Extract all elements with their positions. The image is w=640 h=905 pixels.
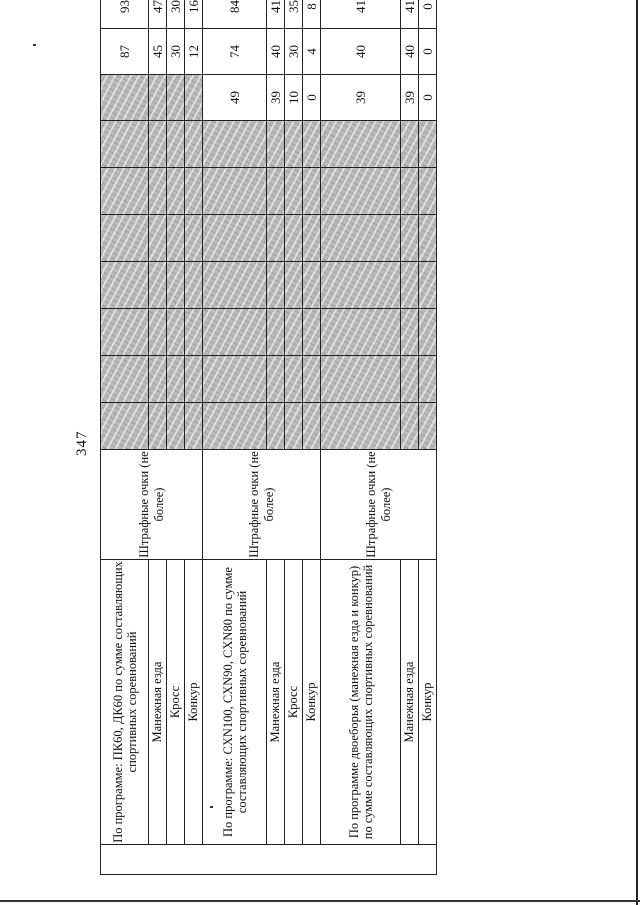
- shaded-cell: [101, 309, 149, 356]
- shaded-cell: [401, 262, 419, 309]
- shaded-cell: [167, 215, 185, 262]
- shaded-cell: [267, 262, 285, 309]
- shaded-cell: [203, 121, 267, 168]
- shaded-cell: [419, 403, 437, 450]
- shaded-cell: [149, 168, 167, 215]
- shaded-cell: [321, 215, 401, 262]
- table-row: [419, 0, 437, 875]
- shaded-cell: [185, 309, 203, 356]
- subrow-label: Конкур: [185, 560, 203, 845]
- page-number: 347: [74, 430, 90, 456]
- shaded-cell: [267, 403, 285, 450]
- value-cell: 39: [267, 75, 285, 121]
- value-cell: 47: [149, 0, 167, 29]
- shaded-cell: [285, 215, 303, 262]
- shaded-cell: [285, 121, 303, 168]
- shaded-cell: [185, 75, 203, 121]
- value-cell: 10: [285, 75, 303, 121]
- shaded-cell: [167, 356, 185, 403]
- rotated-table-wrapper: [100, 0, 435, 875]
- table-row: [303, 0, 321, 875]
- shaded-cell: [303, 309, 321, 356]
- subrow-label: Конкур: [419, 560, 437, 845]
- shaded-cell: [267, 309, 285, 356]
- value-cell: 41: [401, 0, 419, 29]
- value-cell: 0: [303, 75, 321, 121]
- table-row: [167, 0, 185, 875]
- subrow-label: Кросс: [285, 560, 303, 845]
- shaded-cell: [321, 121, 401, 168]
- value-cell: 45: [149, 29, 167, 75]
- page-edge-right: [636, 0, 638, 905]
- shaded-cell: [419, 309, 437, 356]
- value-cell: 30: [167, 29, 185, 75]
- shaded-cell: [185, 121, 203, 168]
- shaded-cell: [321, 356, 401, 403]
- shaded-cell: [101, 262, 149, 309]
- shaded-cell: [419, 356, 437, 403]
- table-row: [101, 0, 149, 875]
- shaded-cell: [149, 262, 167, 309]
- shaded-cell: [419, 262, 437, 309]
- shaded-cell: [401, 356, 419, 403]
- standards-table: [100, 0, 437, 875]
- shaded-cell: [401, 121, 419, 168]
- shaded-cell: [419, 168, 437, 215]
- shaded-cell: [167, 168, 185, 215]
- shaded-cell: [321, 262, 401, 309]
- shaded-cell: [149, 403, 167, 450]
- shaded-cell: [149, 309, 167, 356]
- shaded-cell: [401, 168, 419, 215]
- shaded-cell: [303, 121, 321, 168]
- shaded-cell: [203, 309, 267, 356]
- shaded-cell: [401, 215, 419, 262]
- shaded-cell: [321, 403, 401, 450]
- table-row: [285, 0, 303, 875]
- shaded-cell: [303, 262, 321, 309]
- value-cell: 0: [419, 75, 437, 121]
- shaded-cell: [203, 262, 267, 309]
- shaded-cell: [101, 168, 149, 215]
- shaded-cell: [303, 403, 321, 450]
- subrow-label: Конкур: [303, 560, 321, 845]
- subrow-label: Манежная езда: [267, 560, 285, 845]
- shaded-cell: [267, 168, 285, 215]
- value-cell: 39: [401, 75, 419, 121]
- shaded-cell: [203, 403, 267, 450]
- value-cell: 0: [419, 29, 437, 75]
- shaded-cell: [285, 403, 303, 450]
- shaded-cell: [185, 215, 203, 262]
- shaded-cell: [321, 309, 401, 356]
- shaded-cell: [167, 309, 185, 356]
- measure-cell: Штрафные очки (не более): [203, 450, 321, 560]
- program-cell: По программе двоеборья (манежная езда и конкур) по сумме составляющих спортивных соревнований: [321, 560, 401, 845]
- value-cell: 40: [267, 29, 285, 75]
- value-cell: 30: [285, 29, 303, 75]
- subrow-label: Манежная езда: [401, 560, 419, 845]
- shaded-cell: [267, 215, 285, 262]
- value-cell: 0: [419, 0, 437, 29]
- shaded-cell: [167, 75, 185, 121]
- shaded-cell: [267, 121, 285, 168]
- value-cell: 35: [285, 0, 303, 29]
- shaded-cell: [303, 215, 321, 262]
- shaded-cell: [203, 168, 267, 215]
- subrow-label: Кросс: [167, 560, 185, 845]
- program-cell: По программе: CXN100, CXN90, CXN80 по сумме составляющих спортивных соревнований: [203, 560, 267, 845]
- program-cell: По программе: ПК60, ДК60 по сумме составляющих спортивных соревнований: [101, 560, 149, 845]
- table-row: [185, 0, 203, 875]
- value-cell: 41: [321, 0, 401, 29]
- shaded-cell: [285, 168, 303, 215]
- table-row: [149, 0, 167, 875]
- measure-cell: Штрафные очки (не более): [101, 450, 203, 560]
- shaded-cell: [203, 215, 267, 262]
- shaded-cell: [185, 403, 203, 450]
- shaded-cell: [401, 403, 419, 450]
- value-cell: 74: [203, 29, 267, 75]
- shaded-cell: [419, 215, 437, 262]
- shaded-cell: [149, 75, 167, 121]
- value-cell: 39: [321, 75, 401, 121]
- shaded-cell: [267, 356, 285, 403]
- shaded-cell: [285, 309, 303, 356]
- table-row: [203, 0, 267, 875]
- table-row: [321, 0, 401, 875]
- shaded-cell: [101, 403, 149, 450]
- shaded-cell: [185, 168, 203, 215]
- value-cell: 40: [321, 29, 401, 75]
- shaded-cell: [101, 75, 149, 121]
- value-cell: 49: [203, 75, 267, 121]
- shaded-cell: [303, 356, 321, 403]
- subrow-label: Манежная езда: [149, 560, 167, 845]
- shaded-cell: [167, 403, 185, 450]
- value-cell: 16: [185, 0, 203, 29]
- value-cell: 4: [303, 29, 321, 75]
- shaded-cell: [167, 262, 185, 309]
- value-cell: 12: [185, 29, 203, 75]
- shaded-cell: [167, 121, 185, 168]
- shaded-cell: [101, 121, 149, 168]
- shaded-cell: [203, 356, 267, 403]
- scan-speck: [33, 44, 36, 46]
- value-cell: 84: [203, 0, 267, 29]
- value-cell: 8: [303, 0, 321, 29]
- shaded-cell: [185, 356, 203, 403]
- shaded-cell: [149, 356, 167, 403]
- shaded-cell: [101, 356, 149, 403]
- shaded-cell: [303, 168, 321, 215]
- value-cell: 41: [267, 0, 285, 29]
- shaded-cell: [401, 309, 419, 356]
- table-row: [401, 0, 419, 875]
- shaded-cell: [285, 262, 303, 309]
- table-row: [267, 0, 285, 875]
- shaded-cell: [185, 262, 203, 309]
- shaded-cell: [285, 356, 303, 403]
- value-cell: 93: [101, 0, 149, 29]
- measure-cell: Штрафные очки (не более): [321, 450, 437, 560]
- shaded-cell: [419, 121, 437, 168]
- value-cell: 87: [101, 29, 149, 75]
- page-edge-bottom: [0, 900, 640, 902]
- shaded-cell: [149, 121, 167, 168]
- shaded-cell: [149, 215, 167, 262]
- value-cell: 40: [401, 29, 419, 75]
- row-number-cell: [101, 845, 437, 875]
- shaded-cell: [101, 215, 149, 262]
- value-cell: 30: [167, 0, 185, 29]
- shaded-cell: [321, 168, 401, 215]
